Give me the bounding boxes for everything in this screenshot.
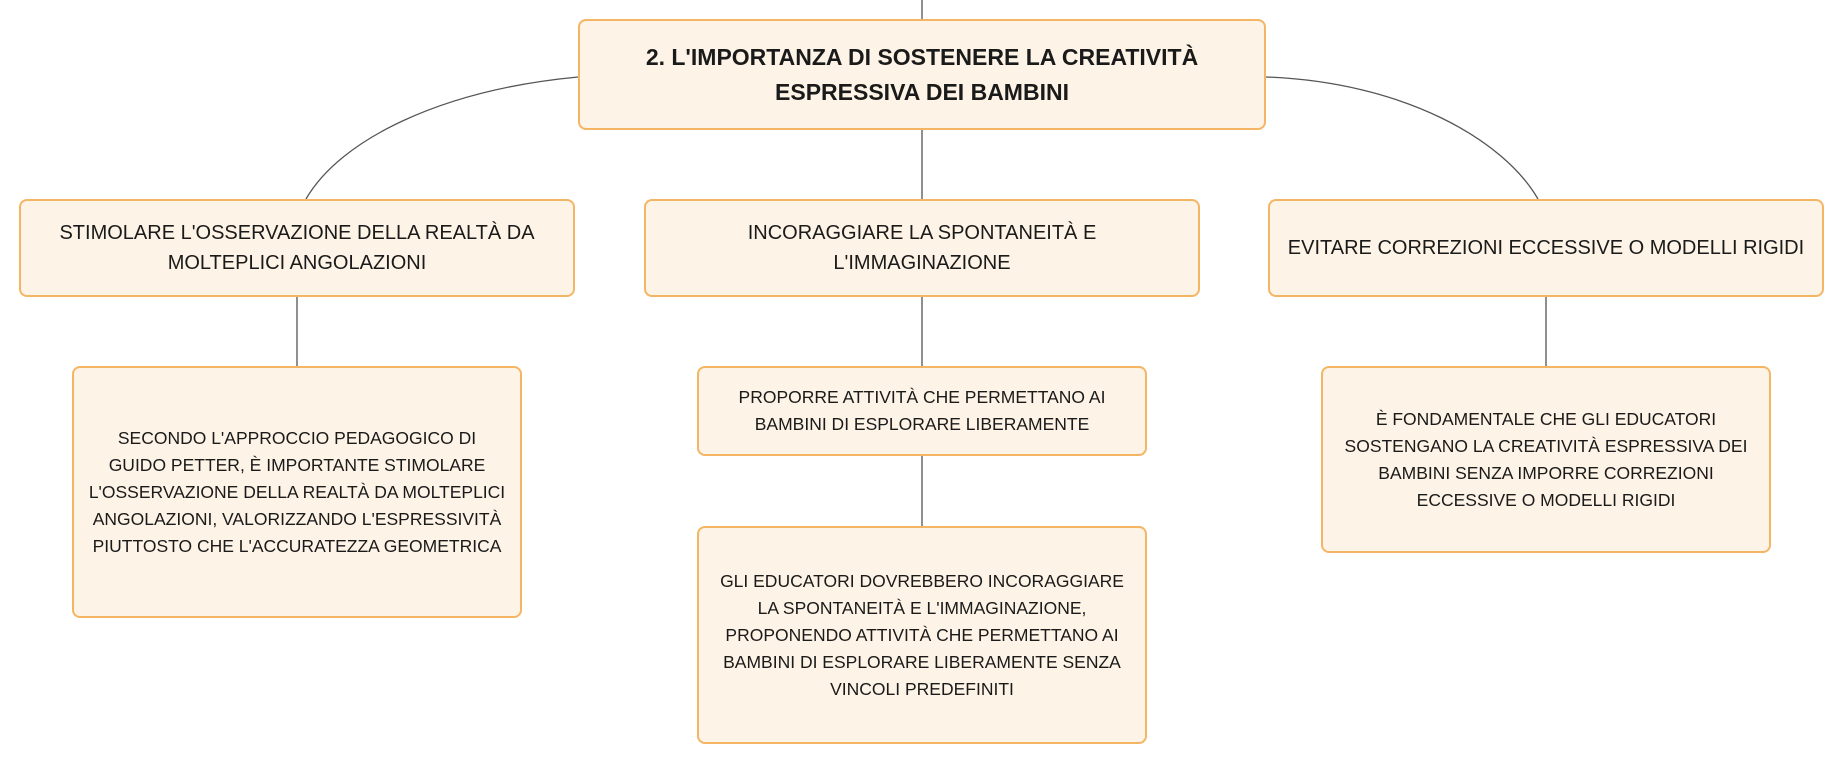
leaf-topic-free-activities[interactable]: [697, 366, 1147, 456]
branch-topic-spontaneity[interactable]: [644, 199, 1200, 297]
connector-root-to-branch-1: [306, 77, 578, 199]
leaf-topic-educators-support[interactable]: [1321, 366, 1771, 553]
leaf-topic-label: SECONDO L'APPROCCIO PEDAGOGICO DI GUIDO PETTER, È IMPORTANTE STIMOLARE L'OSSERVAZIONE DELLA REALTÀ DA MOLTEPLICI ANGOLAZIONI, VALORIZZANDO L'ESPRESSIVITÀ PIUTTOSTO CHE L'ACCURATEZZA GEOMETRICA: [88, 427, 506, 556]
connector-root-to-branch-3: [1266, 77, 1538, 199]
leaf-topic-petter-approach[interactable]: [72, 366, 522, 618]
branch-topic-label: STIMOLARE L'OSSERVAZIONE DELLA REALTÀ DA MOLTEPLICI ANGOLAZIONI: [59, 222, 535, 274]
root-topic-label: 2. L'IMPORTANZA DI SOSTENERE LA CREATIVITÀ ESPRESSIVA DEI BAMBINI: [645, 43, 1199, 105]
leaf-topic-label: È FONDAMENTALE CHE GLI EDUCATORI SOSTENGANO LA CREATIVITÀ ESPRESSIVA DEI BAMBINI SENZA IMPORRE CORREZIONI ECCESSIVE O MODELLI RIGIDI: [1344, 408, 1748, 510]
leaf-topic-label: GLI EDUCATORI DOVREBBERO INCORAGGIARE LA SPONTANEITÀ E L'IMMAGINAZIONE, PROPONENDO ATTIVITÀ CHE PERMETTANO AI BAMBINI DI ESPLORARE LIBERAMENTE SENZA VINCOLI PREDEFINITI: [720, 570, 1124, 699]
branch-topic-corrections[interactable]: [1268, 199, 1824, 297]
leaf-topic-educators-encourage[interactable]: [697, 526, 1147, 744]
branch-topic-label: EVITARE CORREZIONI ECCESSIVE O MODELLI RIGIDI: [1287, 237, 1805, 259]
branch-topic-label: INCORAGGIARE LA SPONTANEITÀ E L'IMMAGINAZIONE: [747, 222, 1097, 274]
leaf-topic-label: PROPORRE ATTIVITÀ CHE PERMETTANO AI BAMBINI DI ESPLORARE LIBERAMENTE: [738, 387, 1106, 434]
root-topic[interactable]: [578, 19, 1266, 130]
branch-topic-observation[interactable]: [19, 199, 575, 297]
